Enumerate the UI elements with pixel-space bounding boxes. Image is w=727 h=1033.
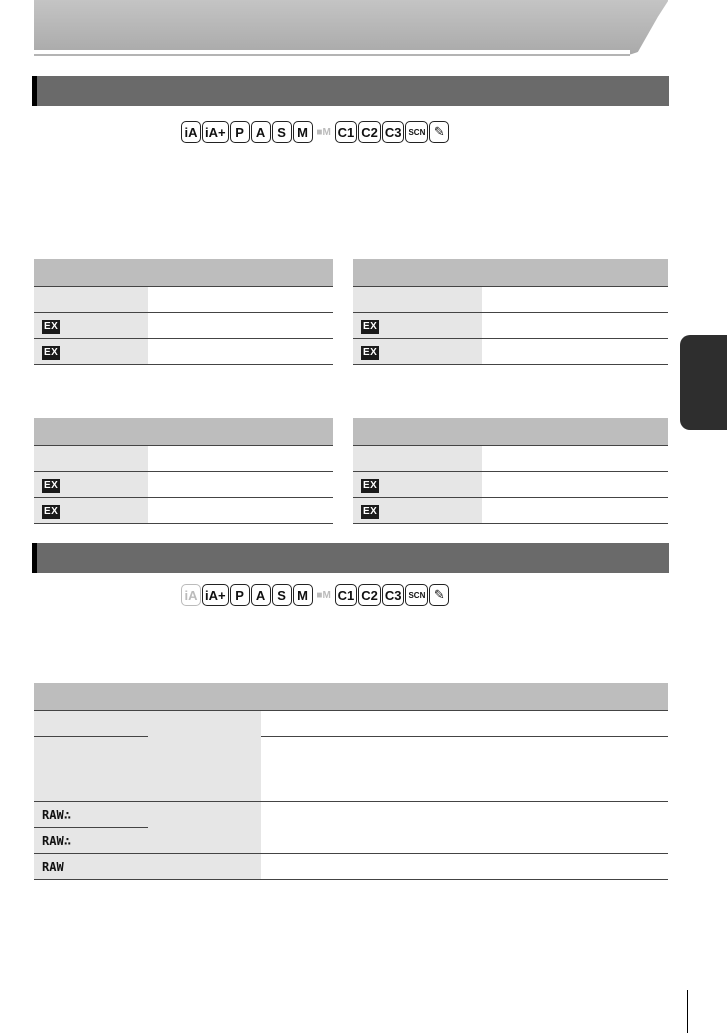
section-bar-quality (32, 543, 669, 573)
table-cell (353, 312, 482, 338)
table-header-cell (34, 418, 148, 445)
table-row (353, 471, 668, 497)
mode-a-icon: A (251, 121, 271, 143)
mode-p-icon: P (230, 121, 250, 143)
mode-p-icon: P (230, 584, 250, 606)
mode-movie-icon: ■M (314, 121, 334, 143)
table-cell (148, 471, 333, 497)
table-row (34, 801, 668, 827)
table-header-cell (482, 259, 668, 286)
table-cell (148, 710, 261, 801)
size-table-top-right (353, 259, 668, 365)
mode-c3-icon: C3 (382, 121, 405, 143)
table-header-cell (34, 683, 148, 710)
table-row (34, 710, 668, 736)
table-cell (353, 471, 482, 497)
extended-zoom-icon: EX (363, 505, 378, 517)
table-row (34, 312, 333, 338)
table-cell (148, 338, 333, 364)
mode-movie-icon: ■M (314, 584, 334, 606)
mode-ia-plus-icon: iA+ (202, 121, 229, 143)
table-cell (148, 286, 333, 312)
mode-creative-icon: ✎ (429, 584, 449, 606)
size-table-top-left (34, 259, 333, 365)
table-cell (34, 853, 148, 879)
applicable-modes-row-2 (181, 583, 449, 607)
table-header-cell (261, 683, 668, 710)
table-cell (353, 445, 482, 471)
banner-swoosh (632, 0, 668, 56)
table-header-cell (353, 259, 482, 286)
table-header-cell (148, 683, 261, 710)
banner-divider-shadow (34, 54, 630, 56)
table-cell (148, 445, 333, 471)
size-table-bottom-left (34, 418, 333, 524)
table-cell (482, 471, 668, 497)
table-cell (353, 338, 482, 364)
mode-s-icon: S (272, 121, 292, 143)
table-cell (353, 497, 482, 523)
table-cell (482, 445, 668, 471)
table-cell (261, 853, 668, 879)
raw-only-icon: RAW (42, 859, 64, 874)
mode-c3-icon: C3 (382, 584, 405, 606)
mode-c2-icon: C2 (358, 584, 381, 606)
section-bar-aspect-ratio (32, 76, 669, 106)
table-cell (261, 736, 668, 801)
mode-c1-icon: C1 (335, 584, 358, 606)
table-cell (353, 286, 482, 312)
chapter-side-tab (680, 335, 727, 430)
table-cell (34, 827, 148, 853)
extended-zoom-icon: EX (44, 505, 59, 517)
mode-m-icon: M (293, 584, 313, 606)
extended-zoom-icon: EX (363, 479, 378, 491)
applicable-modes-row-1 (181, 120, 449, 144)
table-row (353, 445, 668, 471)
table-cell (148, 497, 333, 523)
table-cell (148, 312, 333, 338)
table-row (34, 736, 668, 801)
raw-standard-icon: RAW∴ (42, 833, 71, 848)
mode-s-icon: S (272, 584, 292, 606)
raw-fine-icon: RAW∴ (42, 807, 71, 822)
table-cell (482, 497, 668, 523)
table-cell (34, 497, 148, 523)
table-row (34, 286, 333, 312)
table-header-cell (482, 418, 668, 445)
table-cell (482, 286, 668, 312)
mode-ia-icon: iA (181, 121, 201, 143)
mode-scn-icon: SCN (405, 584, 428, 606)
table-cell (261, 710, 668, 736)
table-cell (34, 471, 148, 497)
table-cell (34, 736, 148, 801)
table-row (353, 312, 668, 338)
table-header-cell (34, 259, 148, 286)
table-cell (34, 338, 148, 364)
table-row (34, 445, 333, 471)
extended-zoom-icon: EX (44, 479, 59, 491)
page-number-divider (687, 990, 688, 1033)
table-cell (482, 338, 668, 364)
table-header-cell (148, 418, 333, 445)
table-header-cell (353, 418, 482, 445)
extended-zoom-icon: EX (44, 346, 59, 358)
table-cell (34, 312, 148, 338)
mode-scn-icon: SCN (405, 121, 428, 143)
table-row (353, 338, 668, 364)
table-header-cell (148, 259, 333, 286)
mode-c1-icon: C1 (335, 121, 358, 143)
size-table-bottom-right (353, 418, 668, 524)
table-row (34, 853, 668, 879)
table-cell (148, 801, 261, 853)
mode-creative-icon: ✎ (429, 121, 449, 143)
table-cell (34, 710, 148, 736)
table-cell (34, 801, 148, 827)
table-cell (482, 312, 668, 338)
table-cell (34, 286, 148, 312)
mode-a-icon: A (251, 584, 271, 606)
table-row (34, 338, 333, 364)
extended-zoom-icon: EX (363, 320, 378, 332)
extended-zoom-icon: EX (363, 346, 378, 358)
mode-ia-plus-icon: iA+ (202, 584, 229, 606)
quality-table (34, 683, 668, 880)
table-cell (148, 853, 261, 879)
table-row (34, 471, 333, 497)
table-cell (261, 801, 668, 853)
extended-zoom-icon: EX (44, 320, 59, 332)
mode-ia-icon: iA (181, 584, 201, 606)
table-row (34, 497, 333, 523)
mode-c2-icon: C2 (358, 121, 381, 143)
table-cell (34, 445, 148, 471)
mode-m-icon: M (293, 121, 313, 143)
chapter-header-banner (34, 0, 668, 56)
table-row (353, 286, 668, 312)
table-row (353, 497, 668, 523)
